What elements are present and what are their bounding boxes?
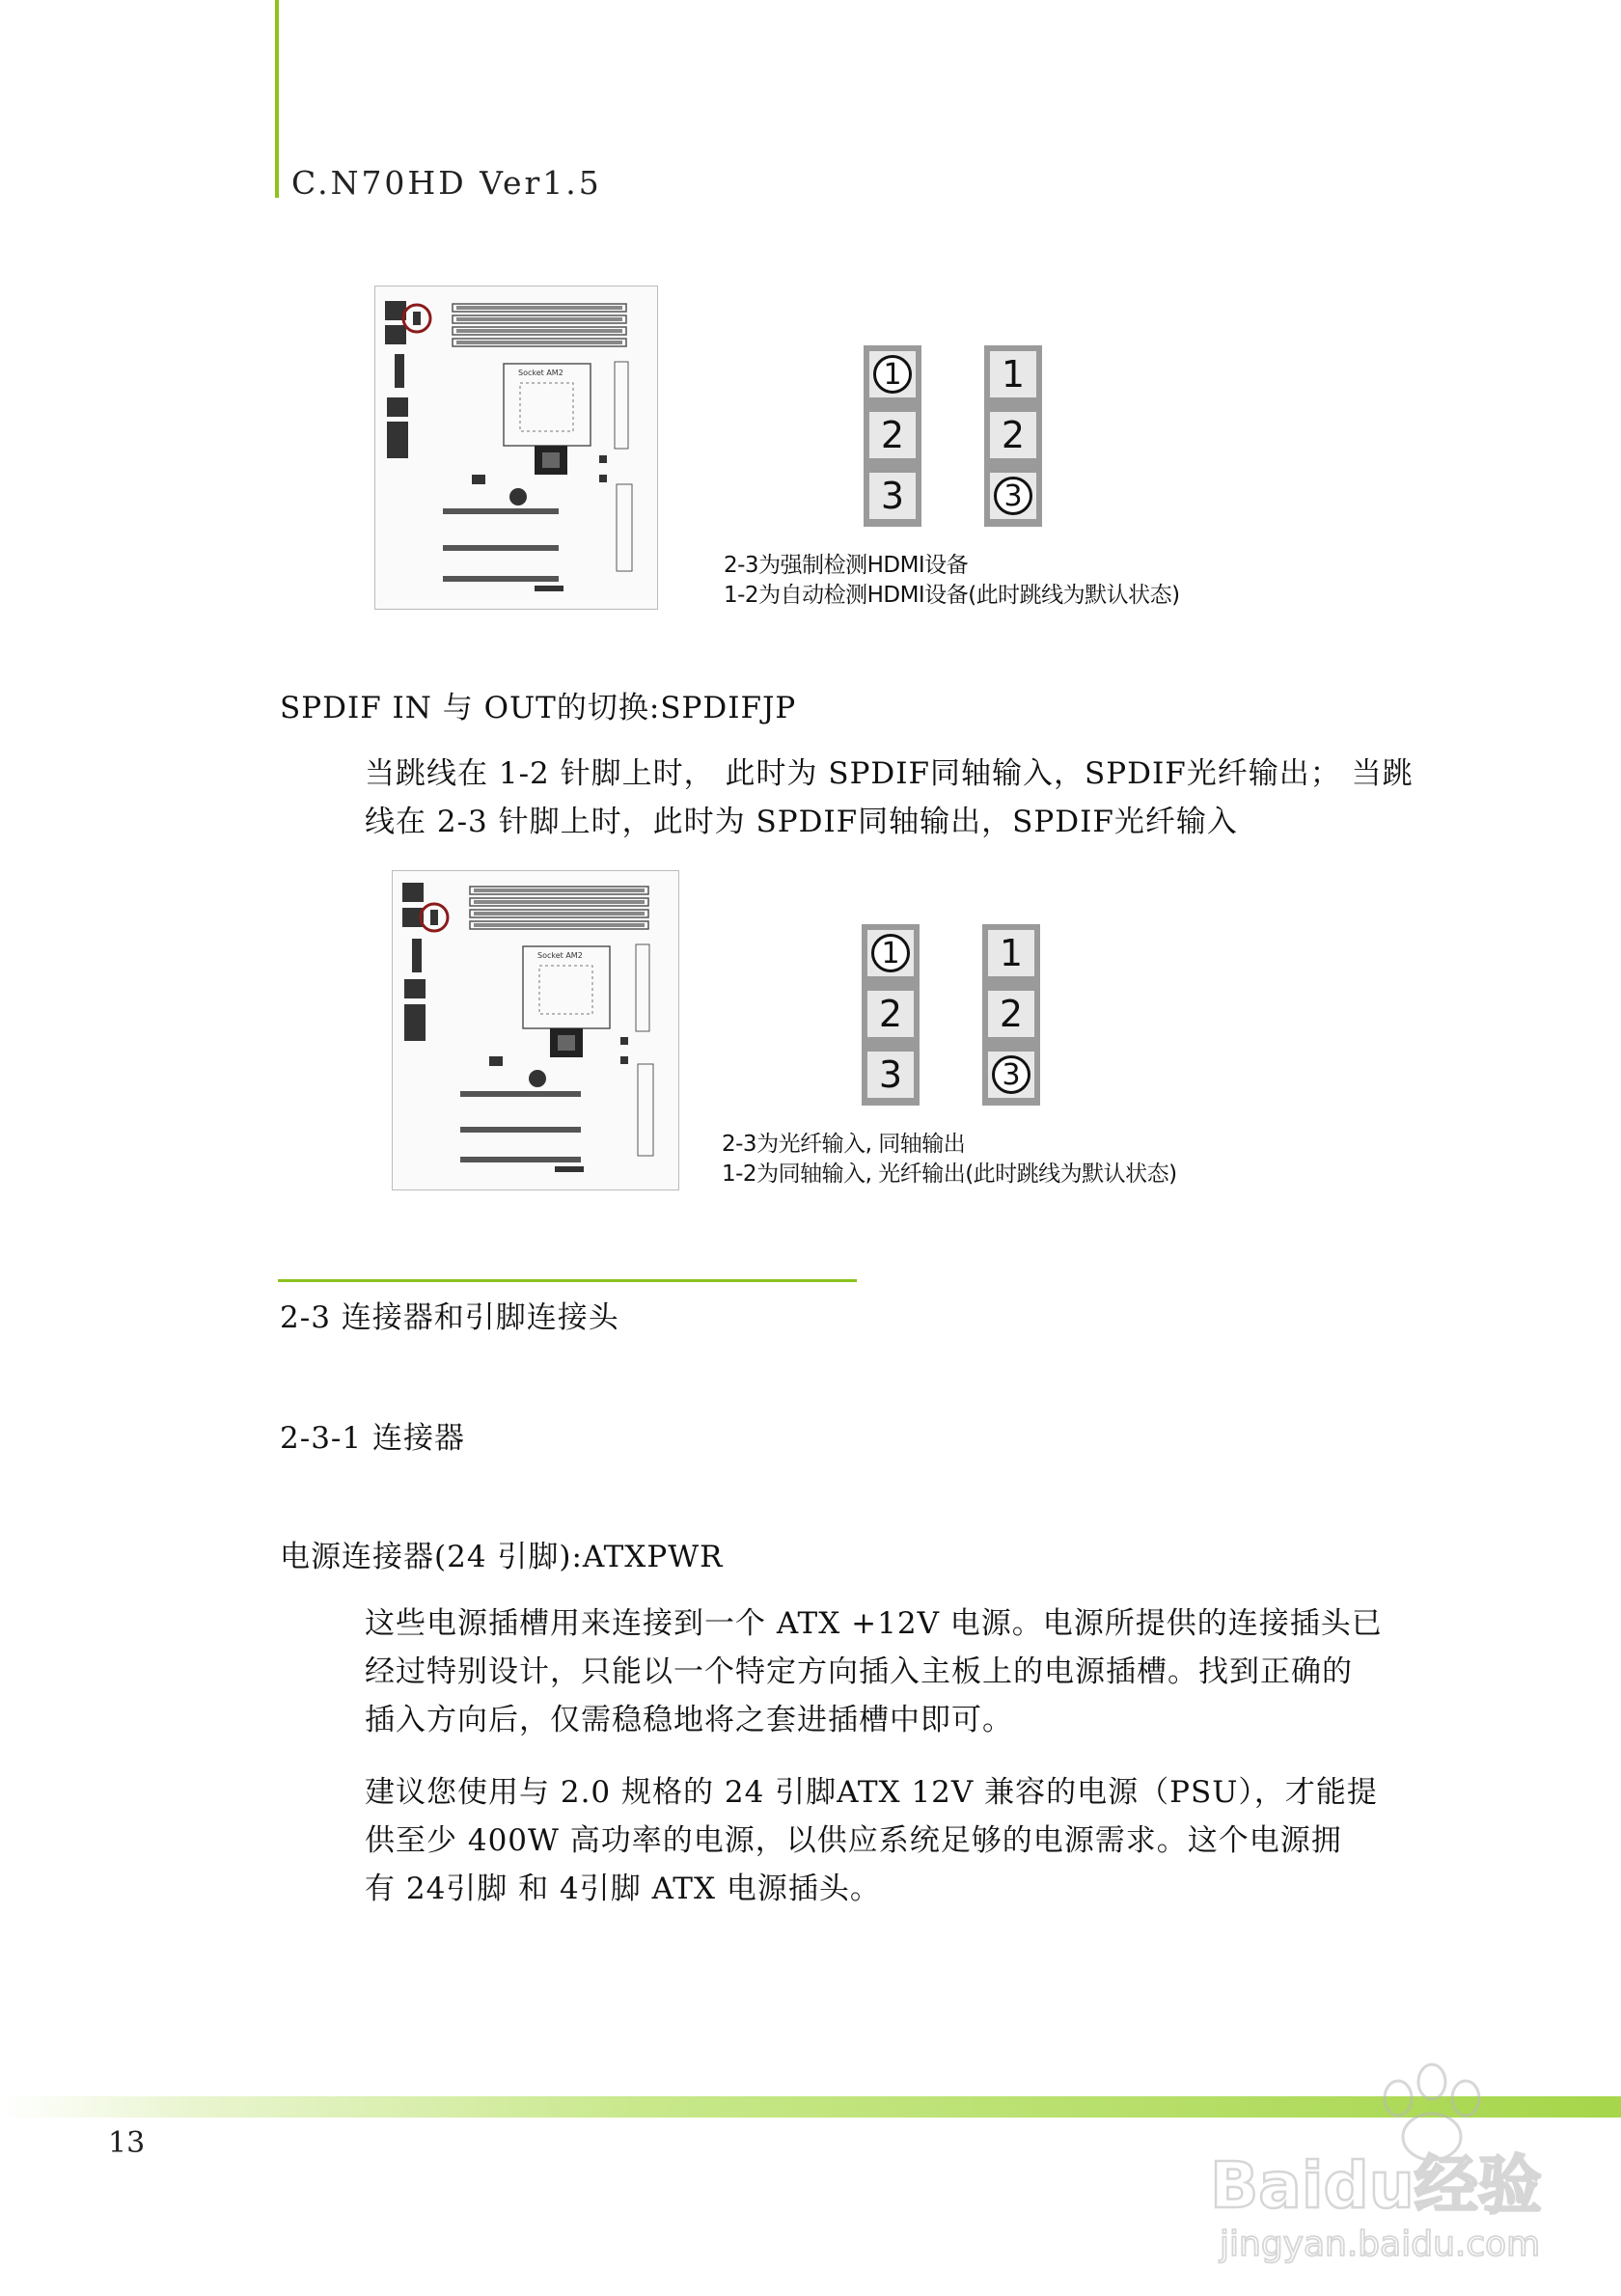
power-paragraph-2 bbox=[365, 1768, 1436, 1913]
power-connector-heading: 电源连接器(24 引脚):ATXPWR bbox=[280, 1540, 724, 1574]
pin-1: 1 bbox=[869, 351, 916, 397]
jumper-setting-1-2 bbox=[984, 345, 1042, 527]
text-line: 线在 2-3 针脚上时，此时为 SPDIF同轴输出，SPDIF光纤输入 bbox=[365, 805, 1238, 839]
pin-1: 1 bbox=[988, 930, 1034, 976]
caption-line: 1-2为自动检测HDMI设备(此时跳线为默认状态) bbox=[724, 583, 1180, 608]
pin-2: 2 bbox=[990, 412, 1036, 458]
pin-2: 2 bbox=[988, 991, 1034, 1037]
section-title: 2-3 连接器和引脚连接头 bbox=[280, 1300, 619, 1335]
text-line: 当跳线在 1-2 针脚上时， 此时为 SPDIF同轴输入，SPDIF光纤输出； 当跳 bbox=[365, 756, 1414, 791]
manual-version-header: C.N70HD Ver1.5 bbox=[291, 164, 602, 202]
baidu-watermark bbox=[1200, 2045, 1567, 2267]
pin-1: 1 bbox=[867, 930, 914, 976]
spdif-paragraph bbox=[365, 750, 1436, 846]
caption-line: 2-3为强制检测HDMI设备 bbox=[724, 553, 969, 578]
pin-3: 3 bbox=[988, 1052, 1034, 1098]
power-paragraph-1 bbox=[365, 1599, 1436, 1744]
page-number: 13 bbox=[108, 2126, 146, 2160]
motherboard-diagram-1 bbox=[374, 286, 658, 610]
spdif-heading: SPDIF IN 与 OUT的切换:SPDIFJP bbox=[280, 691, 797, 725]
pin-2: 2 bbox=[869, 412, 916, 458]
pin-1: 1 bbox=[990, 351, 1036, 397]
spdif-jumper-figure bbox=[862, 924, 1190, 1107]
pin-3: 3 bbox=[869, 473, 916, 519]
motherboard-diagram-2 bbox=[392, 870, 679, 1190]
jumper-setting-2-3 bbox=[862, 924, 920, 1106]
hdmi-jumper-figure bbox=[864, 345, 1192, 529]
socket-label: Socket AM2 bbox=[518, 369, 563, 377]
watermark-brand: Baidu经验 bbox=[1210, 2148, 1542, 2223]
caption-line: 2-3为光纤输入, 同轴输出 bbox=[722, 1132, 966, 1157]
caption-line: 1-2为同轴输入, 光纤输出(此时跳线为默认状态) bbox=[722, 1162, 1177, 1187]
figure2-caption bbox=[722, 1130, 1177, 1189]
subsection-title: 2-3-1 连接器 bbox=[280, 1421, 465, 1456]
pin-2: 2 bbox=[867, 991, 914, 1037]
pin-3: 3 bbox=[990, 473, 1036, 519]
text-line: 经过特别设计，只能以一个特定方向插入主板上的电源插槽。找到正确的 bbox=[365, 1654, 1353, 1689]
pin-3: 3 bbox=[867, 1052, 914, 1098]
header-accent-line bbox=[275, 0, 279, 198]
text-line: 建议您使用与 2.0 规格的 24 引脚ATX 12V 兼容的电源（PSU），才能提 bbox=[365, 1775, 1378, 1810]
jumper-setting-1-2 bbox=[982, 924, 1040, 1106]
text-line: 有 24引脚 和 4引脚 ATX 电源插头。 bbox=[365, 1872, 881, 1906]
section-divider bbox=[278, 1279, 857, 1282]
jumper-setting-2-3 bbox=[864, 345, 921, 527]
text-line: 供至少 400W 高功率的电源，以供应系统足够的电源需求。这个电源拥 bbox=[365, 1823, 1342, 1858]
text-line: 这些电源插槽用来连接到一个 ATX +12V 电源。电源所提供的连接插头已 bbox=[365, 1606, 1383, 1641]
watermark-url: jingyan.baidu.com bbox=[1220, 2225, 1541, 2264]
text-line: 插入方向后，仅需稳稳地将之套进插槽中即可。 bbox=[365, 1703, 1013, 1737]
socket-label: Socket AM2 bbox=[537, 951, 583, 960]
figure1-caption bbox=[724, 551, 1180, 611]
paw-icon bbox=[1385, 2064, 1479, 2160]
